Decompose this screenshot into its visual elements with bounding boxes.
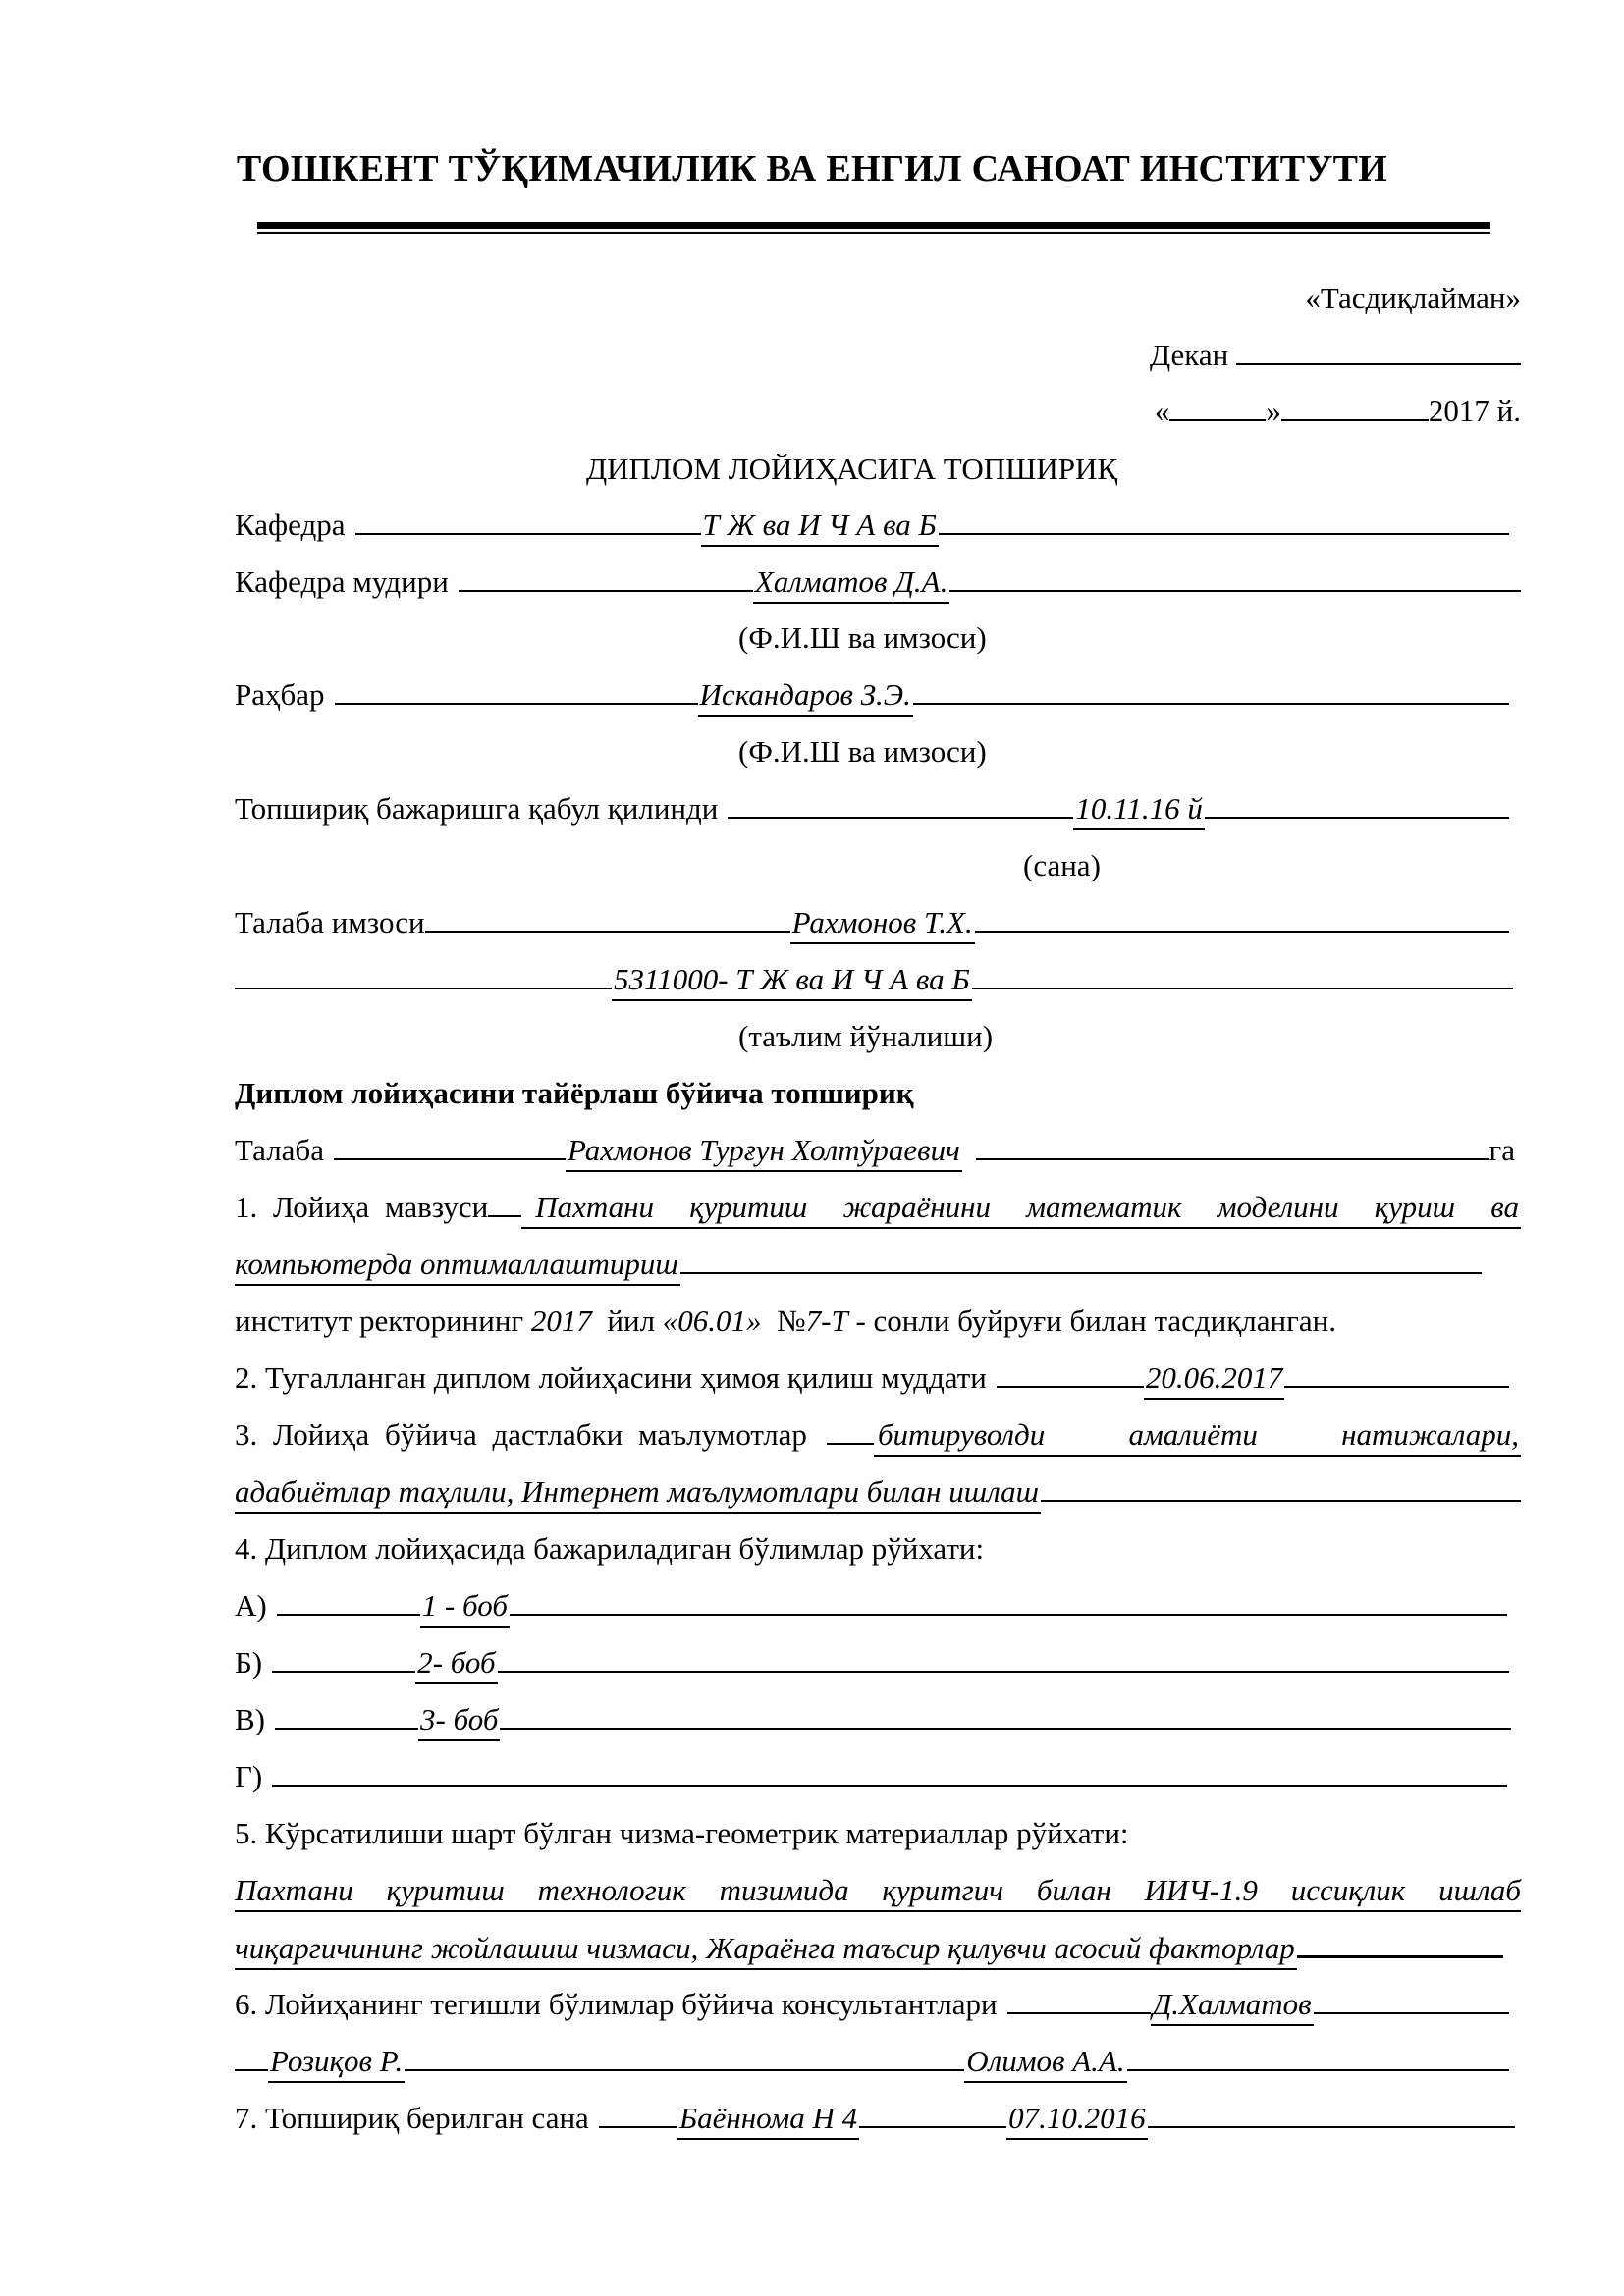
item3-blank xyxy=(827,1415,874,1445)
kafedra-line xyxy=(235,506,1509,545)
order-text-2: йил xyxy=(607,1304,656,1338)
item2-value: 20.06.2017 xyxy=(1144,1359,1285,1400)
student-blank-left xyxy=(334,1131,566,1160)
section-blank-b xyxy=(272,1643,415,1673)
student-suffix: га xyxy=(1489,1133,1515,1167)
head-label: Кафедра мудири xyxy=(235,564,449,599)
fio-caption-1: (Ф.И.Ш ва имзоси) xyxy=(738,620,987,655)
accepted-line xyxy=(235,789,1509,828)
item6-line xyxy=(235,1985,1509,2024)
item5-label: 5. Кўрсатилиши шарт бўлган чизма-геометрик материаллар рўйхати: xyxy=(235,1816,1129,1850)
direction-blank-left xyxy=(235,960,612,989)
item7-blank-left xyxy=(599,2099,677,2128)
dean-label: Декан xyxy=(1150,338,1229,372)
student-line xyxy=(235,1131,1515,1170)
item1-blank xyxy=(488,1188,521,1217)
item2-blank-left xyxy=(997,1359,1144,1388)
order-date: «06.01» xyxy=(662,1304,762,1338)
student-value: Рахмонов Турғун Холтўраевич xyxy=(566,1131,962,1172)
dean-signature-blank xyxy=(1236,336,1521,365)
section-blank-c xyxy=(275,1700,418,1730)
item1-value-line1: Пахтани қуритиш жараёнини математик моделини қуриш ва xyxy=(521,1188,1521,1229)
item3-value-line1: битируволди амалиёти натижалари, xyxy=(874,1415,1521,1457)
item3-blank-right xyxy=(1041,1472,1521,1502)
consultant-blank-right xyxy=(1127,2042,1509,2071)
item3-line xyxy=(235,1415,1521,1455)
order-num-prefix: № xyxy=(777,1304,806,1338)
kafedra-blank-right xyxy=(939,506,1509,535)
section-heading: Диплом лойиҳасини тайёрлаш бўйича топшириқ xyxy=(235,1076,914,1110)
item6-label: 6. Лойиҳанинг тегишли бўлимлар бўйича консультантлари xyxy=(235,1987,998,2021)
item7-protocol: Баённома Н 4 xyxy=(677,2099,859,2140)
title-rule-thin xyxy=(257,232,1490,234)
dean-line xyxy=(235,336,1521,375)
section-letter-b: Б) xyxy=(235,1645,263,1680)
section-fill-c xyxy=(500,1700,1511,1730)
item7-line xyxy=(235,2099,1515,2138)
item5-line1-wrap xyxy=(235,1871,1521,1910)
date-close-quote: » xyxy=(1266,394,1281,428)
kafedra-value: Т Ж ва И Ч А ва Б xyxy=(701,506,939,547)
accepted-blank-left xyxy=(728,789,1073,819)
section-blank-a xyxy=(277,1586,420,1616)
kafedra-blank-left xyxy=(355,506,701,535)
section-letter-d: Г) xyxy=(235,1759,263,1793)
direction-blank-right xyxy=(972,960,1513,989)
supervisor-line xyxy=(235,675,1509,715)
supervisor-value: Искандаров З.Э. xyxy=(698,675,913,717)
item6-blank-right xyxy=(1314,1985,1509,2014)
item5-line2 xyxy=(235,1928,1503,1967)
item6-line2 xyxy=(235,2042,1509,2081)
order-line xyxy=(235,1302,1521,1341)
consultant-2: Розиқов Р. xyxy=(268,2042,405,2083)
item3-line2 xyxy=(235,1472,1521,1512)
month-blank xyxy=(1281,392,1429,421)
head-line xyxy=(235,562,1521,602)
direction-value: 5311000- Т Ж ва И Ч А ва Б xyxy=(612,960,972,1001)
item1-label: 1. Лойиҳа мавзуси xyxy=(235,1190,489,1224)
student-sign-blank-right xyxy=(975,903,1509,933)
accepted-blank-right xyxy=(1205,789,1509,819)
item2-blank-right xyxy=(1284,1359,1509,1388)
head-value: Халматов Д.А. xyxy=(753,562,950,604)
order-year: 2017 xyxy=(530,1304,592,1338)
section-row-a xyxy=(235,1586,1507,1626)
section-value-a: 1 - боб xyxy=(420,1586,510,1628)
section-fill-b xyxy=(498,1643,1509,1673)
institute-title: ТОШКЕНТ ТЎҚИМАЧИЛИК ВА ЕНГИЛ САНОАТ ИНСТИТУТИ xyxy=(236,148,1388,189)
item6-blank-left xyxy=(1007,1985,1151,2014)
student-sign-value: Рахмонов Т.Х. xyxy=(790,903,975,944)
item2-line xyxy=(235,1359,1509,1398)
item1-value-line2: компьютерда оптималлаштириш xyxy=(235,1245,680,1286)
title-rule-thick xyxy=(257,222,1490,229)
date-caption: (сана) xyxy=(1023,848,1101,882)
student-sign-blank-left xyxy=(425,903,790,933)
item3-label: 3. Лойиҳа бўйича дастлабки маълумотлар xyxy=(235,1417,807,1452)
section-value-c: 3- боб xyxy=(418,1700,500,1741)
head-blank-right xyxy=(949,562,1521,592)
section-row-d xyxy=(235,1757,1507,1796)
day-blank xyxy=(1169,392,1266,421)
section-fill-d xyxy=(272,1757,1507,1787)
supervisor-blank-left xyxy=(335,675,698,705)
student-sign-label: Талаба имзоси xyxy=(235,905,425,939)
section-fill-a xyxy=(510,1586,1507,1616)
section-row-c xyxy=(235,1700,1511,1739)
section-letter-c: В) xyxy=(235,1702,265,1736)
doc-title: ДИПЛОМ ЛОЙИҲАСИГА ТОПШИРИҚ xyxy=(586,452,1118,486)
date-open-quote: « xyxy=(1154,394,1170,428)
section-letter-a: А) xyxy=(235,1588,267,1623)
consultant-blank-left xyxy=(235,2042,268,2071)
order-text-1: институт ректорининг xyxy=(235,1304,524,1338)
item1-line xyxy=(235,1188,1521,1227)
direction-line xyxy=(235,960,1513,999)
consultant-3: Олимов А.А. xyxy=(964,2042,1126,2083)
fio-caption-2: (Ф.И.Ш ва имзоси) xyxy=(738,734,987,769)
order-text-3: - сонли буйруғи билан тасдиқланган. xyxy=(855,1304,1336,1338)
approval-label: «Тасдиқлайман» xyxy=(1305,281,1521,315)
accepted-value: 10.11.16 й xyxy=(1073,789,1204,830)
section-row-b xyxy=(235,1643,1509,1682)
approval-date-line xyxy=(235,392,1521,431)
consultant-blank-mid xyxy=(405,2042,964,2071)
supervisor-label: Раҳбар xyxy=(235,677,325,712)
item7-label: 7. Топшириқ берилган сана xyxy=(235,2101,589,2135)
order-number: 7-Т xyxy=(805,1304,848,1338)
student-blank-right xyxy=(976,1131,1489,1160)
item7-blank-mid xyxy=(859,2099,1006,2128)
accepted-label: Топшириқ бажаришга қабул қилинди xyxy=(235,791,719,826)
item5-value-line2: чиқаргичининг жойлашиш чизмаси, Жараёнга таъсир қилувчи асосий факторлар xyxy=(235,1929,1297,1970)
item1-blank-right xyxy=(680,1245,1482,1274)
section-value-b: 2- боб xyxy=(415,1643,497,1684)
student-sign-line xyxy=(235,903,1509,942)
supervisor-blank-right xyxy=(913,675,1509,705)
item4-label: 4. Диплом лойиҳасида бажариладиган бўлимлар рўйхати: xyxy=(235,1531,985,1566)
head-blank-left xyxy=(459,562,753,592)
direction-caption: (таълим йўналиши) xyxy=(738,1019,994,1053)
item5-blank-right xyxy=(1297,1928,1503,1958)
item7-blank-right xyxy=(1148,2099,1515,2128)
student-label: Талаба xyxy=(235,1133,324,1167)
item1-line2 xyxy=(235,1245,1482,1284)
approval-year: 2017 й. xyxy=(1428,394,1521,428)
item5-value-line1: Пахтани қуритиш технологик тизимида қуритгич билан ИИЧ-1.9 иссиқлик ишлаб xyxy=(235,1871,1521,1912)
kafedra-label: Кафедра xyxy=(235,507,346,542)
item2-label: 2. Тугалланган диплом лойиҳасини ҳимоя қилиш муддати xyxy=(235,1361,987,1395)
consultant-1: Д.Халматов xyxy=(1151,1985,1314,2026)
item7-date: 07.10.2016 xyxy=(1006,2099,1148,2140)
item3-value-line2: адабиётлар таҳлили, Интернет маълумотлари билан ишлаш xyxy=(235,1472,1041,1514)
